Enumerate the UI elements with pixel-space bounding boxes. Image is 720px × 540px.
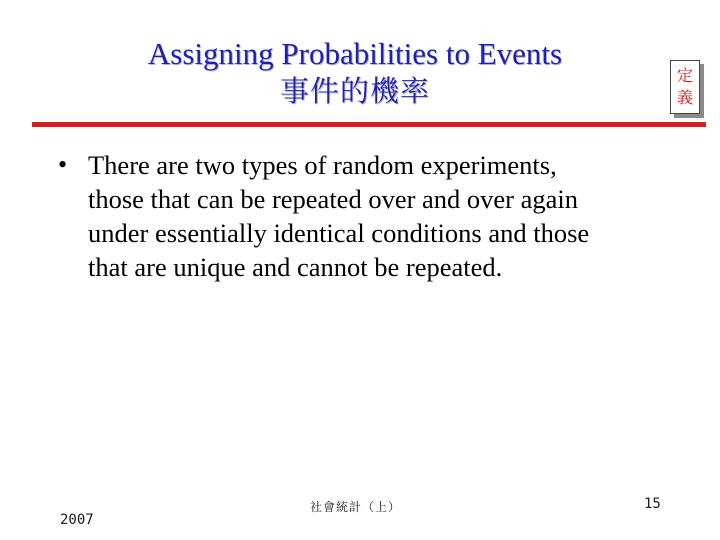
bullet-marker: •: [58, 150, 68, 179]
title-english: Assigning Probabilities to Events: [147, 36, 563, 71]
slide-title: [60, 36, 650, 110]
footer-year: 2007: [60, 512, 94, 528]
page-number: 15: [644, 496, 661, 512]
bullet-item: [58, 148, 618, 284]
title-chinese: 事件的機率: [279, 74, 430, 108]
definition-badge: [670, 60, 700, 114]
title-divider: [32, 122, 706, 127]
footer-course-title: 社會統計（上）: [310, 500, 402, 514]
badge-char-2: 義: [676, 88, 693, 107]
bullet-text: There are two types of random experiments, those that can be repeated over and over again under essentially identical conditions and those that are unique and cannot be repeated.: [88, 150, 590, 282]
badge-char-1: 定: [676, 66, 693, 85]
